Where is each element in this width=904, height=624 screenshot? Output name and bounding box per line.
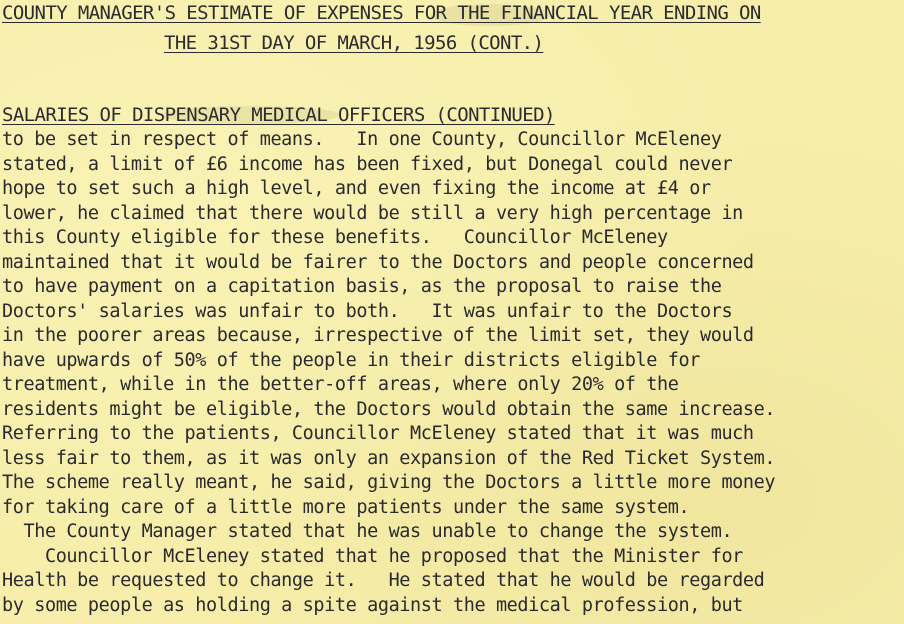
body-line: stated, a limit of £6 income has been fixed, but Donegal could never bbox=[2, 153, 733, 175]
document-title-line-2: THE 31ST DAY OF MARCH, 1956 (CONT.) bbox=[164, 32, 544, 54]
body-line: Doctors' salaries was unfair to both. It was unfair to the Doctors bbox=[2, 300, 733, 322]
body-line: treatment, while in the better-off areas, where only 20% of the bbox=[2, 374, 679, 395]
section-heading: SALARIES OF DISPENSARY MEDICAL OFFICERS (CONTINUED) bbox=[2, 104, 555, 126]
body-line: hope to set such a high level, and even fixing the income at £4 or bbox=[2, 178, 711, 199]
document-title-line-1: COUNTY MANAGER'S ESTIMATE OF EXPENSES FOR THE FINANCIAL YEAR ENDING ON bbox=[2, 2, 761, 24]
body-line: less fair to them, as it was only an expansion of the Red Ticket System. bbox=[2, 447, 776, 469]
body-line: have upwards of 50% of the people in their districts eligible for bbox=[2, 349, 700, 371]
body-line: in the poorer areas because, irrespective of the limit set, they would bbox=[2, 325, 754, 346]
body-line: Councillor McEleney stated that he proposed that the Minister for bbox=[2, 545, 743, 567]
body-line: residents might be eligible, the Doctors would obtain the same increase. bbox=[2, 398, 776, 420]
body-line: to have payment on a capitation basis, as the proposal to raise the bbox=[2, 276, 722, 297]
body-line: by some people as holding a spite against the medical profession, but bbox=[2, 594, 743, 616]
body-line: to be set in respect of means. In one County, Councillor McEleney bbox=[2, 129, 722, 150]
body-line: The scheme really meant, he said, giving the Doctors a little more money bbox=[2, 472, 776, 493]
body-line: lower, he claimed that there would be still a very high percentage in bbox=[2, 202, 743, 224]
body-line: Referring to the patients, Councillor McEleney stated that it was much bbox=[2, 423, 754, 444]
body-line: The County Manager stated that he was unable to change the system. bbox=[2, 521, 733, 542]
body-line: for taking care of a little more patients under the same system. bbox=[2, 496, 690, 518]
body-line: maintained that it would be fairer to the Doctors and people concerned bbox=[2, 251, 754, 273]
body-line: Health be requested to change it. He stated that he would be regarded bbox=[2, 570, 765, 591]
body-text bbox=[2, 128, 902, 618]
body-line: this County eligible for these benefits. Councillor McEleney bbox=[2, 227, 668, 248]
